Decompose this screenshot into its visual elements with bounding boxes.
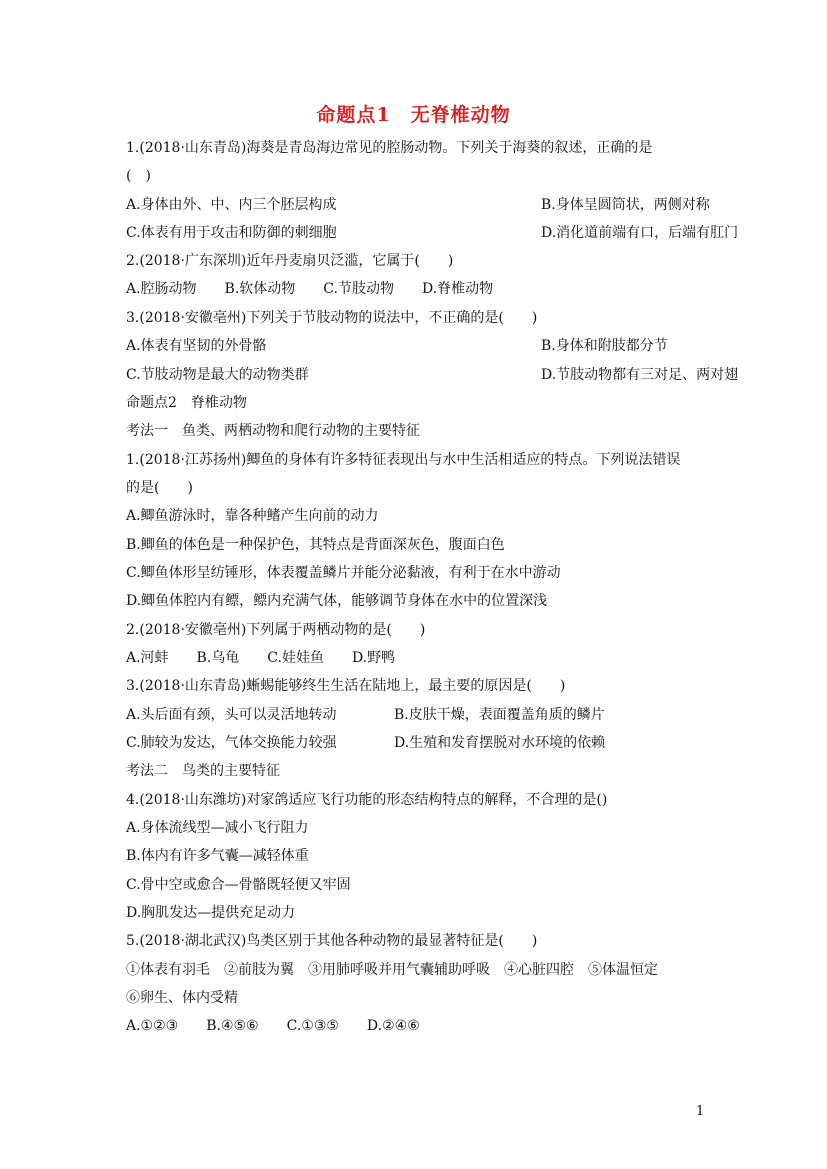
question-stem: 3.(2018·山东青岛)蜥蜴能够终生生活在陆地上，最主要的原因是( ) <box>126 678 566 694</box>
option-row <box>126 705 605 725</box>
option-c: C.体表有用于攻击和防御的刺细胞 <box>126 225 337 241</box>
option-row <box>126 223 739 243</box>
section-title: 命题点1 无脊椎动物 <box>316 104 511 126</box>
option-c: C.肺较为发达，气体交换能力较强 <box>126 735 337 751</box>
question-stem: 4.(2018·山东潍坊)对家鸽适应飞行功能的形态结构特点的解释，不合理的是() <box>126 792 608 808</box>
subsection-heading: 考法二 鸟类的主要特征 <box>126 763 280 779</box>
option-row: A.腔肠动物 B.软体动物 C.节肢动物 D.脊椎动物 <box>126 281 494 297</box>
question-stem: 5.(2018·湖北武汉)鸟类区别于其他各种动物的最显著特征是( ) <box>126 933 538 949</box>
option-d: D.胸肌发达—提供充足动力 <box>126 905 296 921</box>
option-row: A.①②③ B.④⑤⑥ C.①③⑤ D.②④⑥ <box>126 1018 420 1034</box>
option-row <box>126 365 739 385</box>
option-row <box>126 195 710 215</box>
option-d: D.鲫鱼体腔内有鳔，鳔内充满气体，能够调节身体在水中的位置深浅 <box>126 593 548 609</box>
option-d: D.消化道前端有口，后端有肛门 <box>541 225 739 241</box>
option-a: A.体表有坚韧的外骨骼 <box>126 338 267 354</box>
option-a: A.身体流线型—减小飞行阻力 <box>126 820 309 836</box>
option-a: A.鲫鱼游泳时，靠各种鳍产生向前的动力 <box>126 508 379 524</box>
statement-list: ①体表有羽毛 ②前肢为翼 ③用肺呼吸并用气囊辅助呼吸 ④心脏四腔 ⑤体温恒定 <box>126 962 658 978</box>
section-heading: 命题点2 脊椎动物 <box>126 395 247 411</box>
statement-list-continued: ⑥卵生、体内受精 <box>126 990 238 1006</box>
option-d: D.生殖和发育摆脱对水环境的依赖 <box>394 735 606 751</box>
option-b: B.身体呈圆筒状，两侧对称 <box>541 197 710 213</box>
subsection-heading: 考法一 鱼类、两栖动物和爬行动物的主要特征 <box>126 423 420 439</box>
option-c: C.节肢动物是最大的动物类群 <box>126 367 309 383</box>
page-number: 1 <box>696 1104 705 1119</box>
question-stem-continued: 的是( ) <box>126 480 193 496</box>
answer-paren: ( ) <box>126 168 151 184</box>
option-d: D.节肢动物都有三对足、两对翅 <box>541 367 739 383</box>
option-a: A.身体由外、中、内三个胚层构成 <box>126 197 337 213</box>
option-c: C.骨中空或愈合—骨骼既轻便又牢固 <box>126 877 351 893</box>
option-row <box>126 336 668 356</box>
option-b: B.体内有许多气囊—减轻体重 <box>126 848 309 864</box>
question-stem: 2.(2018·安徽亳州)下列属于两栖动物的是( ) <box>126 622 426 638</box>
option-c: C.鲫鱼体形呈纺锤形，体表覆盖鳞片并能分泌黏液，有利于在水中游动 <box>126 565 561 581</box>
option-b: B.皮肤干燥，表面覆盖角质的鳞片 <box>394 707 605 723</box>
option-row <box>126 733 606 753</box>
question-stem: 1.(2018·山东青岛)海葵是青岛海边常见的腔肠动物。下列关于海葵的叙述，正确的是 <box>126 140 653 156</box>
question-stem: 2.(2018·广东深圳)近年丹麦扇贝泛滥，它属于( ) <box>126 253 454 269</box>
option-b: B.身体和附肢都分节 <box>541 338 668 354</box>
option-row: A.河蚌 B.乌龟 C.娃娃鱼 D.野鸭 <box>126 650 396 666</box>
question-stem: 3.(2018·安徽亳州)下列关于节肢动物的说法中，不正确的是( ) <box>126 310 538 326</box>
question-stem: 1.(2018·江苏扬州)鲫鱼的身体有许多特征表现出与水中生活相适应的特点。下列说法错误 <box>126 452 681 468</box>
option-a: A.头后面有颈，头可以灵活地转动 <box>126 707 337 723</box>
option-b: B.鲫鱼的体色是一种保护色，其特点是背面深灰色，腹面白色 <box>126 537 505 553</box>
